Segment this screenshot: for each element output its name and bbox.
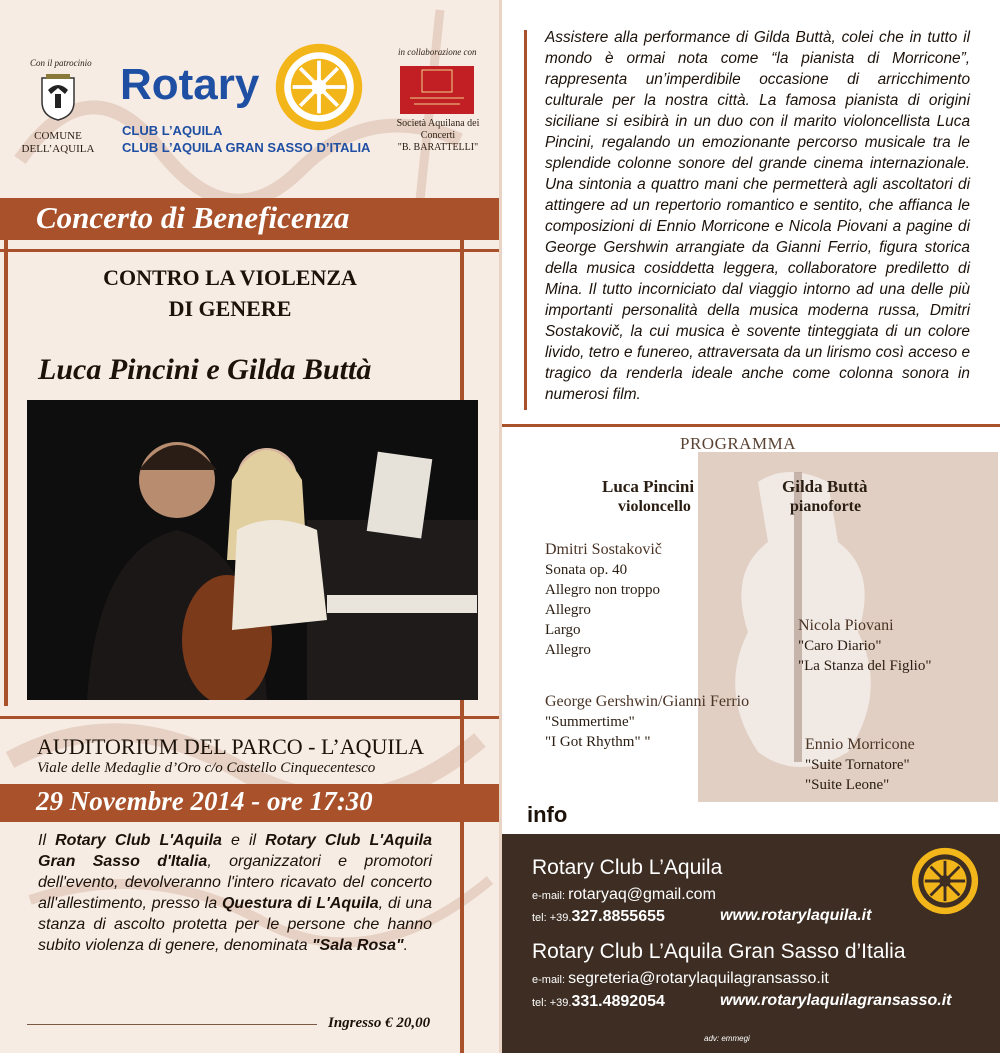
composer-4-pieces [805,755,910,795]
performers-photo [27,400,478,700]
frame-vbar-left [4,236,8,706]
barattelli-emblem-icon [400,66,474,114]
rule-mid [0,716,500,719]
rotary-wheel-small-icon [909,845,981,917]
piece-2-2: "La Stanza del Figlio" [798,658,932,674]
piece-2-1: "Caro Diario" [798,638,882,654]
right-panel [502,0,1000,1053]
composer-4: Ennio Morricone [805,736,915,753]
concert-band [0,198,500,240]
adv-credit: adv: emmegi [704,1034,750,1043]
rotary-wordmark: Rotary [120,60,260,109]
address: Viale delle Medaglie d’Oro c/o Castello Cinquecentesco [37,760,376,776]
piece-1-1: Sonata op. 40 [545,562,628,578]
society-name: Società Aquilana dei Concerti [396,118,480,141]
performers-photo-illustration [27,400,478,700]
club-1-tel-row [532,908,665,926]
club-1-website[interactable]: www.rotarylaquila.it [720,907,872,924]
composer-2-pieces [798,636,931,676]
desc-text-3: , organizzatori e promotori dell'evento, devolveranno l'intero ricavato del concerto all'allestimento, presso la [38,853,433,912]
comune-crest-icon [38,72,78,122]
rotary-wheel-icon [272,40,366,134]
date-band [0,784,500,822]
venue: AUDITORIUM DEL PARCO - L’AQUILA [37,734,425,759]
desc-bold-3: Questura di L'Aquila [221,895,379,912]
composer-1: Dmitri Sostakovič [545,541,662,558]
rule-right-top [502,424,1000,427]
piece-1-4: Largo [545,622,581,638]
club-2-website[interactable]: www.rotarylaquilagransasso.it [720,992,952,1009]
piece-3-1: "Summertime" [545,714,635,730]
performer-1-role: violoncello [618,498,691,515]
comune-label: COMUNE DELL’AQUILA [21,130,95,155]
performers-title: Luca Pincini e Gilda Buttà [38,353,372,386]
club-2-email-label: e-mail: [532,974,569,986]
club-2-name: Rotary Club L’Aquila Gran Sasso d’Italia [532,940,906,963]
club-2-tel-row [532,993,665,1011]
club-1-tel[interactable]: 327.8855655 [571,908,665,925]
club-2-tel-label: tel: +39. [532,997,572,1009]
club-line-2: CLUB L’AQUILA GRAN SASSO D’ITALIA [122,140,371,155]
composer-1-pieces [545,560,660,660]
club-1-email[interactable]: rotaryaq@gmail.com [568,886,716,903]
patronage-label: Con il patrocinio [30,58,92,68]
story-vbar [524,30,527,410]
club-2-email-row [532,970,829,988]
event-title [30,262,430,324]
piece-4-1: "Suite Tornatore" [805,757,910,773]
composer-2: Nicola Piovani [798,617,894,634]
desc-text-1: Il [38,832,56,849]
desc-bold-1: Rotary Club L'Aquila [55,832,222,849]
piece-4-2: "Suite Leone" [805,777,890,793]
desc-text-2: e il [221,832,266,849]
beneficence-description [38,830,432,956]
story-text: Assistere alla performance di Gilda Buttà, colei che in tutto il mondo è ormai nota come “la pianista di Morricone”, rappresenta un’imperdibile occasione di arricchimento culturale per la nostra città. La famosa pianista di origini siciliane si esibirà in un duo con il marito violoncellista Luca Pincini, regalando un emozionante percorso musicale tra le splendide colonne sonore del grande cinema internazionale. Una sintonia a quattro mani che permetterà agli ascoltatori di attingere ad un repertorio romantico e sentito, che affianca le composizioni di Ennio Morricone e Nicola Piovani a pagine di George Gershwin arrangiate da Gianni Ferrio, figura storica della musica cosiddetta leggera, collaboratore prediletto di Mina. Il tutto incorniciato dal viaggio intorno ad una delle più importanti personalità della musica moderna russa, Dmitri Sostakovič, la cui musica è sovente tinteggiata di un colore livido, tetro e funereo, attraversata da un lirismo così acceso e tragico da renderla ideale anche come colonna sonora in numerosi film. [545,29,970,403]
piece-1-3: Allegro [545,602,591,618]
desc-bold-2: Rotary Club L'Aquila Gran Sasso d'Italia [38,832,432,870]
desc-text-5: . [403,937,409,954]
club-1-name: Rotary Club L’Aquila [532,856,723,879]
desc-text-4: , di una stanza di ascolto protetta per le persone che hanno subito violenza di genere, denominata [38,895,433,954]
club-1-tel-label: tel: +39. [532,912,572,924]
composer-3-pieces [545,712,650,752]
club-1-email-label: e-mail: [532,890,569,902]
performer-1-name: Luca Pincini [602,477,695,496]
performer-2-name: Gilda Buttà [782,477,868,496]
piece-1-5: Allegro [545,642,591,658]
event-date: 29 Novembre 2014 - ore 17:30 [36,786,373,816]
club-1-email-row [532,886,716,904]
event-title-line-1: CONTRO LA VIOLENZA [103,265,357,290]
club-line-1: CLUB L’AQUILA [122,123,223,138]
piece-3-2: "I Got Rhythm" " [545,734,651,750]
composer-3: George Gershwin/Gianni Ferrio [545,693,750,710]
programma-heading: PROGRAMMA [680,434,796,453]
club-2-tel[interactable]: 331.4892054 [571,993,665,1010]
barattelli-logo [400,66,474,114]
concert-title: Concerto di Beneficenza [36,200,350,235]
society-label [388,118,488,154]
ingresso-price: Ingresso € 20,00 [328,1015,431,1031]
club-2-email[interactable]: segreteria@rotarylaquilagransasso.it [568,970,829,987]
society-name-2: "B. BARATTELLI" [397,142,479,153]
collaboration-label: in collaborazione con [398,47,477,57]
desc-bold-4: "Sala Rosa" [311,937,404,954]
ingresso-rule [27,1024,317,1025]
piece-1-2: Allegro non troppo [545,582,660,598]
performer-2-role: pianoforte [790,498,862,515]
club-lines [122,122,370,156]
rule-top [0,249,500,252]
event-title-line-2: DI GENERE [168,296,292,321]
info-heading: info [527,802,568,827]
